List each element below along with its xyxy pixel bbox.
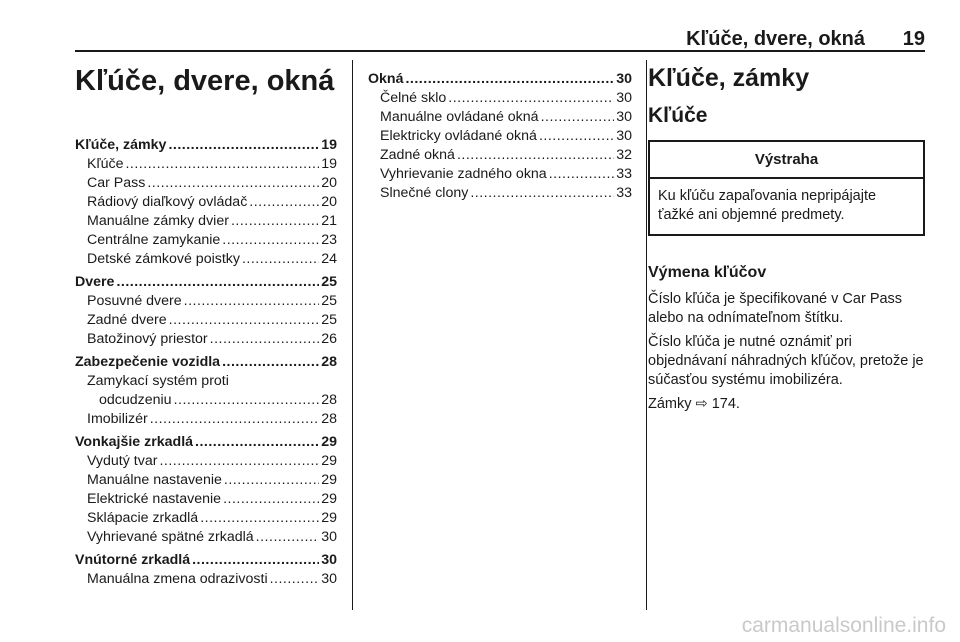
toc-entry[interactable] (75, 311, 337, 330)
toc-entry[interactable] (75, 155, 337, 174)
toc-entry[interactable] (75, 231, 337, 250)
toc-entry-page: 30 (616, 109, 632, 125)
toc-entry-page: 28 (321, 392, 337, 408)
dot-leader (249, 193, 319, 212)
paragraph-key-order: Číslo kľúča je nutné oznámiť pri objednávaní náhradných kľúčov, pretože je súčasťou systému imobilizéra. (648, 334, 924, 388)
toc-entry-label: Vonkajšie zrkadlá (75, 434, 194, 450)
toc-entry-label[interactable]: Zamykací systém proti (87, 373, 229, 389)
dot-leader (169, 311, 320, 330)
toc-section[interactable] (368, 70, 632, 89)
column-divider-right (646, 60, 647, 610)
toc-entry-page: 30 (616, 71, 632, 87)
toc-entry-label: Zadné okná (380, 147, 455, 163)
toc-section[interactable] (75, 136, 337, 155)
toc-entry[interactable] (75, 212, 337, 231)
page-header (75, 28, 925, 50)
dot-leader (539, 127, 614, 146)
toc-entry-page: 25 (321, 274, 337, 290)
dot-leader (231, 212, 319, 231)
toc-entry-page: 28 (321, 411, 337, 427)
toc-entry-label: Posuvné dvere (87, 293, 182, 309)
dot-leader (147, 174, 319, 193)
toc-entry-label: odcudzeniu (99, 392, 172, 408)
toc-entry[interactable] (368, 165, 632, 184)
toc-entry-page: 20 (321, 175, 337, 191)
header-title: Kľúče, dvere, okná (686, 28, 865, 50)
paragraph-locks-reference (648, 395, 925, 414)
toc-entry[interactable] (75, 174, 337, 193)
dot-leader (470, 184, 614, 203)
dot-leader (457, 146, 614, 165)
toc-column-left (75, 62, 337, 589)
toc-entry[interactable] (368, 146, 632, 165)
warning-box (648, 140, 925, 236)
toc-entry-label: Imobilizér (87, 411, 148, 427)
dot-leader (200, 509, 319, 528)
toc-entry-page: 23 (321, 232, 337, 248)
dot-leader (270, 570, 320, 589)
subsection-heading: Kľúče (648, 104, 708, 127)
section-heading: Kľúče, zámky (648, 64, 810, 92)
toc-entry[interactable] (75, 452, 337, 471)
dot-leader (242, 250, 319, 269)
toc-entry-page: 33 (616, 185, 632, 201)
toc-entry-label: Manuálne zámky dvier (87, 213, 229, 229)
toc-entry[interactable] (75, 330, 337, 349)
toc-entry-label: Vnútorné zrkadlá (75, 552, 191, 568)
dot-leader (150, 410, 320, 429)
toc-entry[interactable] (75, 471, 337, 490)
paragraph-key-number: Číslo kľúča je špecifikované v Car Pass alebo na odnímateľnom štítku. (648, 291, 903, 326)
dot-leader (541, 108, 615, 127)
toc-entry-label: Kľúče, zámky (75, 137, 167, 153)
toc-entry-page: 30 (321, 552, 337, 568)
toc-entry-label: Centrálne zamykanie (87, 232, 221, 248)
toc-entry-page: 28 (321, 354, 337, 370)
toc-entry-page: 29 (321, 472, 337, 488)
header-rule (75, 50, 925, 52)
toc-entry-page: 19 (321, 137, 337, 153)
column-divider-left (352, 60, 353, 610)
toc-entry[interactable] (75, 509, 337, 528)
toc-entry-page: 29 (321, 434, 337, 450)
toc-entry-label: Rádiový diaľkový ovládač (87, 194, 248, 210)
toc-entry[interactable] (75, 391, 337, 410)
toc-section[interactable] (75, 551, 337, 570)
toc-entry-page: 24 (321, 251, 337, 267)
toc-entry-label: Sklápacie zrkadlá (87, 510, 199, 526)
key-replacement-heading: Výmena kľúčov (648, 264, 767, 281)
dot-leader (210, 330, 320, 349)
toc-entry-label: Car Pass (87, 175, 146, 191)
dot-leader (222, 353, 319, 372)
toc-entry-label: Detské zámkové poistky (87, 251, 240, 267)
toc-entry-label: Manuálna zmena odrazivosti (87, 571, 268, 587)
toc-entry-page: 30 (616, 90, 632, 106)
dot-leader (405, 70, 614, 89)
toc-entry-label: Batožinový priestor (87, 331, 208, 347)
toc-entry-label: Vyhrievané spätné zrkadlá (87, 529, 254, 545)
dot-leader (184, 292, 320, 311)
toc-entry[interactable] (75, 490, 337, 509)
table-of-contents-left (75, 136, 337, 589)
dot-leader (224, 471, 319, 490)
warning-title: Výstraha (650, 142, 923, 179)
toc-entry-label: Zabezpečenie vozidla (75, 354, 221, 370)
toc-entry-page: 33 (616, 166, 632, 182)
toc-entry-page: 32 (616, 147, 632, 163)
toc-section[interactable] (75, 273, 337, 292)
dot-leader (222, 231, 319, 250)
toc-entry-label: Okná (368, 71, 404, 87)
dot-leader (549, 165, 615, 184)
toc-entry-page: 30 (616, 128, 632, 144)
dot-leader (168, 136, 319, 155)
page-number: 19 (902, 28, 925, 50)
content-column-right (648, 62, 925, 419)
toc-section[interactable] (75, 433, 337, 452)
toc-entry-label: Elektricky ovládané okná (380, 128, 537, 144)
locks-reference-text: Zámky (648, 396, 692, 412)
toc-entry[interactable] (75, 250, 337, 269)
toc-entry[interactable] (368, 89, 632, 108)
toc-entry-label: Zadné dvere (87, 312, 167, 328)
toc-entry-page: 30 (321, 571, 337, 587)
toc-entry[interactable] (75, 570, 337, 589)
toc-entry-page: 29 (321, 453, 337, 469)
table-of-contents-middle (368, 70, 632, 203)
dot-leader (448, 89, 614, 108)
toc-entry-page: 29 (321, 491, 337, 507)
toc-entry-label: Slnečné clony (380, 185, 469, 201)
toc-entry-label: Čelné sklo (380, 90, 447, 106)
watermark: carmanualsonline.info (741, 614, 946, 637)
toc-entry-label: Elektrické nastavenie (87, 491, 222, 507)
dot-leader (195, 433, 319, 452)
toc-entry-label: Vyhrievanie zadného okna (380, 166, 547, 182)
toc-section[interactable] (75, 353, 337, 372)
chapter-title: Kľúče, dvere, okná (75, 65, 335, 97)
toc-entry-page: 29 (321, 510, 337, 526)
dot-leader (116, 273, 319, 292)
toc-entry-page: 25 (321, 293, 337, 309)
toc-entry[interactable] (368, 108, 632, 127)
toc-entry[interactable] (75, 528, 337, 547)
toc-entry-label: Manuálne ovládané okná (380, 109, 539, 125)
toc-entry-label: Kľúče (87, 156, 124, 172)
toc-entry[interactable] (75, 193, 337, 212)
page-reference-arrow-icon: ⇨ (695, 396, 708, 412)
toc-entry[interactable] (368, 184, 632, 203)
dot-leader (159, 452, 319, 471)
dot-leader (223, 490, 319, 509)
dot-leader (256, 528, 320, 547)
toc-entry[interactable] (368, 127, 632, 146)
toc-entry-page: 25 (321, 312, 337, 328)
warning-text: Ku kľúču zapaľovania nepripájajte ťažké ani objemné predmety. (658, 188, 877, 223)
toc-column-middle (368, 70, 632, 203)
toc-entry-page: 20 (321, 194, 337, 210)
dot-leader (125, 155, 319, 174)
toc-entry-page: 26 (321, 331, 337, 347)
toc-entry[interactable] (75, 292, 337, 311)
toc-entry-page: 19 (321, 156, 337, 172)
dot-leader (174, 391, 320, 410)
toc-entry[interactable] (75, 410, 337, 429)
toc-entry-page: 30 (321, 529, 337, 545)
page-reference-link[interactable]: 174. (711, 396, 740, 412)
toc-entry-label: Dvere (75, 274, 115, 290)
toc-entry-page: 21 (321, 213, 337, 229)
toc-entry-label: Vydutý tvar (87, 453, 158, 469)
toc-entry-label: Manuálne nastavenie (87, 472, 222, 488)
dot-leader (192, 551, 319, 570)
